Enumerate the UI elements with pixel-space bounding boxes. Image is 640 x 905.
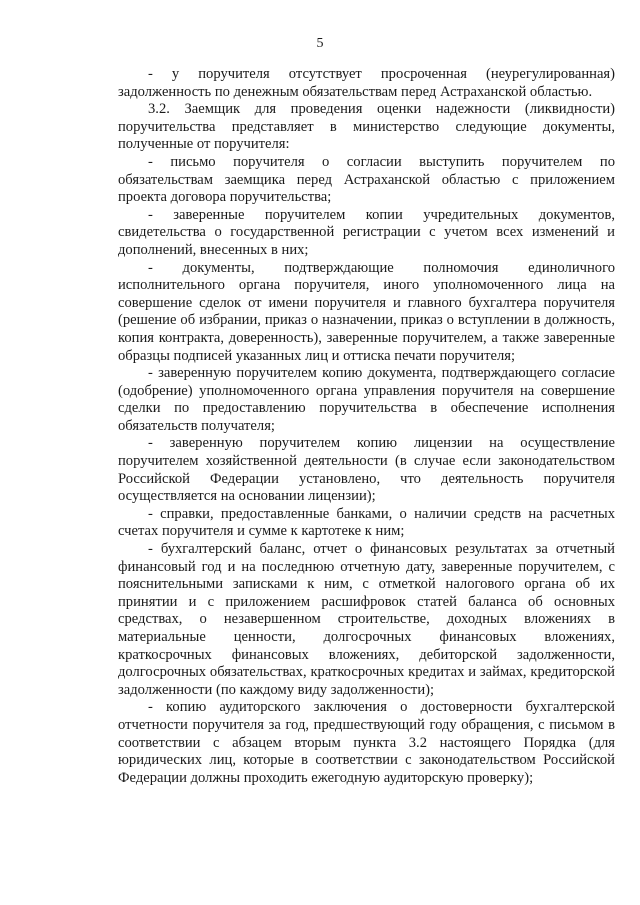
list-item-approval-document: - заверенную поручителем копию документа, подтверждающего согласие (одобрение) уполномоченного органа управления поручителя на совершение сделки по предоставлению поручительства в обеспечение исполнения обязательств получателя;: [118, 365, 615, 434]
document-body: [118, 66, 615, 787]
list-item-audit-report: - копию аудиторского заключения о достоверности бухгалтерской отчетности поручителя за год, предшествующий году обращения, с письмом в соответствии с абзацем вторым пункта 3.2 настоящего Порядка (для юридических лиц, которые в соответствии с законодательством Российской Федерации должны проходить ежегодную аудиторскую проверку);: [118, 699, 615, 786]
list-item-balance-sheet: - бухгалтерский баланс, отчет о финансовых результатах за отчетный финансовый год и на последнюю отчетную дату, заверенные поручителем, с пояснительными записками к ним, с отметкой налогового органа об их принятии и с приложением расшифровок статей баланса об основных средствах, о незавершенном строительстве, доходных вложениях в материальные ценности, долгосрочных финансовых вложениях, краткосрочных финансовых вложениях, дебиторской задолженности, долгосрочных обязательствах, краткосрочных кредитах и займах, кредиторской задолженности (по каждому виду задолженности);: [118, 541, 615, 698]
paragraph-guarantor-no-debt: - у поручителя отсутствует просроченная (неурегулированная) задолженность по денежным обязательствам перед Астраханской областью.: [118, 66, 615, 100]
paragraph-section-3-2: 3.2. Заемщик для проведения оценки надежности (ликвидности) поручительства представляет в министерство следующие документы, полученные от поручителя:: [118, 101, 615, 153]
list-item-bank-statements: - справки, предоставленные банками, о наличии средств на расчетных счетах поручителя и сумме к картотеке к ним;: [118, 505, 615, 540]
list-item-consent-letter: - письмо поручителя о согласии выступить поручителем по обязательствам заемщика перед Астраханской областью с приложением проекта договора поручительства;: [118, 153, 615, 206]
list-item-license-copy: - заверенную поручителем копию лицензии на осуществление поручителем хозяйственной деятельности (в случае если законодательством Российской Федерации установлено, что деятельность поручителя осуществляется на основании лицензии);: [118, 435, 615, 505]
list-item-authority-documents: - документы, подтверждающие полномочия единоличного исполнительного органа поручителя, иного уполномоченного лица на совершение сделок от имени поручителя и главного бухгалтера поручителя (решение об избрании, приказ о назначении, приказ о вступлении в должность, копия контракта, доверенность), заверенные поручителем, а также заверенные образцы подписей указанных лиц и оттиска печати поручителя;: [118, 259, 615, 364]
page-number: 5: [316, 36, 324, 51]
list-item-founding-documents: - заверенные поручителем копии учредительных документов, свидетельства о государственной регистрации с учетом всех изменений и дополнений, внесенных в них;: [118, 206, 615, 258]
